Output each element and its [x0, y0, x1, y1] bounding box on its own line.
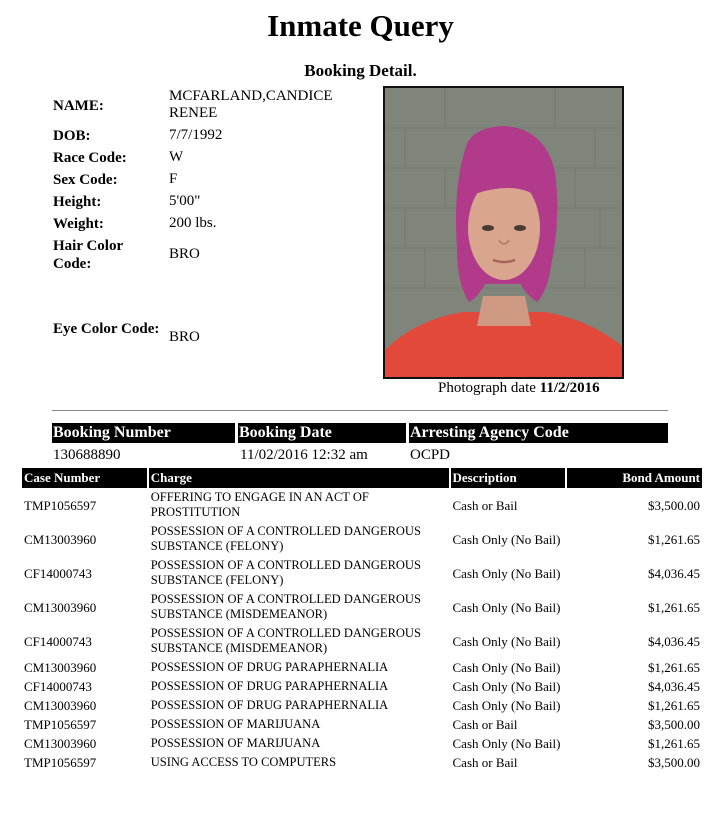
bond-amount: $1,261.65 [648, 736, 700, 751]
bond-amount: $4,036.45 [648, 679, 700, 694]
booking-date-value: 11/02/2016 12:32 am [240, 447, 368, 463]
charge: POSSESSION OF A CONTROLLED DANGEROUS SUBSTANCE (MISDEMEANOR) [150, 592, 421, 621]
description-header: Description [451, 468, 566, 488]
arresting-agency-header: Arresting Agency Code [409, 423, 668, 443]
table-row [22, 715, 702, 734]
bond-amount: $1,261.65 [648, 698, 700, 713]
detail-label: DOB: [53, 128, 91, 144]
charge: POSSESSION OF A CONTROLLED DANGEROUS SUBSTANCE (MISDEMEANOR) [150, 626, 421, 655]
case-number: CM13003960 [24, 599, 97, 615]
table-row [22, 658, 702, 677]
detail-value: 7/7/1992 [169, 127, 223, 143]
description: Cash Only (No Bail) [452, 565, 561, 581]
table-row [22, 488, 702, 522]
description: Cash or Bail [452, 755, 518, 770]
case-number: CF14000743 [24, 633, 92, 649]
charge: POSSESSION OF DRUG PARAPHERNALIA [150, 698, 389, 712]
detail-value: W [169, 149, 184, 165]
case-number: CF14000743 [24, 679, 92, 694]
charge: POSSESSION OF MARIJUANA [150, 717, 321, 731]
bond-amount: $3,500.00 [648, 755, 700, 770]
table-row [22, 753, 702, 772]
bond-amount-header: Bond Amount [567, 468, 702, 488]
charge: POSSESSION OF MARIJUANA [150, 736, 321, 750]
description: Cash Only (No Bail) [452, 633, 561, 649]
charge: POSSESSION OF A CONTROLLED DANGEROUS SUBSTANCE (FELONY) [150, 558, 421, 587]
case-number: TMP1056597 [24, 497, 97, 513]
bond-amount: $4,036.45 [648, 633, 700, 649]
detail-value: 200 lbs. [169, 215, 217, 231]
table-row [22, 677, 702, 696]
description: Cash Only (No Bail) [452, 698, 561, 713]
description: Cash Only (No Bail) [452, 736, 561, 751]
bond-amount: $1,261.65 [648, 531, 700, 547]
bond-amount: $4,036.45 [648, 565, 700, 581]
case-number: TMP1056597 [24, 755, 97, 770]
charge-header: Charge [149, 468, 449, 488]
inmate-photo [383, 86, 624, 379]
charge: POSSESSION OF DRUG PARAPHERNALIA [150, 660, 389, 674]
table-row [22, 734, 702, 753]
detail-value: F [169, 171, 178, 187]
description: Cash Only (No Bail) [452, 660, 561, 675]
bond-amount: $3,500.00 [648, 497, 700, 513]
case-number: CM13003960 [24, 531, 97, 547]
detail-label: Sex Code: [53, 172, 118, 188]
detail-value: MCFARLAND,CANDICE RENEE [169, 88, 333, 121]
detail-value: 5'00" [169, 193, 201, 209]
case-number: TMP1056597 [24, 717, 97, 732]
detail-label: Weight: [53, 216, 104, 232]
inmate-photo-image [385, 88, 622, 377]
arresting-agency-value: OCPD [410, 447, 451, 463]
detail-label: Height: [53, 194, 102, 210]
bond-amount: $3,500.00 [648, 717, 700, 732]
case-number: CF14000743 [24, 565, 92, 581]
booking-number-header: Booking Number [52, 423, 235, 443]
detail-label: NAME: [53, 98, 104, 114]
case-number: CM13003960 [24, 660, 97, 675]
photo-date: 11/2/2016 [539, 380, 600, 396]
bond-amount: $1,261.65 [648, 599, 700, 615]
booking-number-value: 130688890 [53, 447, 121, 463]
description: Cash Only (No Bail) [452, 679, 561, 694]
charge: POSSESSION OF A CONTROLLED DANGEROUS SUBSTANCE (FELONY) [150, 524, 421, 553]
charge: OFFERING TO ENGAGE IN AN ACT OF PROSTITUTION [150, 490, 369, 519]
case-number: CM13003960 [24, 736, 97, 751]
description: Cash Only (No Bail) [452, 531, 561, 547]
detail-value: BRO [169, 329, 200, 345]
case-number: CM13003960 [24, 698, 97, 713]
description: Cash Only (No Bail) [452, 599, 561, 615]
detail-label: Race Code: [53, 150, 127, 166]
charges-table [20, 468, 704, 772]
charge: POSSESSION OF DRUG PARAPHERNALIA [150, 679, 389, 693]
description: Cash or Bail [452, 717, 518, 732]
table-row [22, 590, 702, 624]
bond-amount: $1,261.65 [648, 660, 700, 675]
detail-label: Eye Color Code: [53, 321, 160, 337]
case-number-header: Case Number [22, 468, 147, 488]
detail-label: Hair Color Code: [53, 238, 123, 272]
section-divider [52, 410, 668, 411]
charge: USING ACCESS TO COMPUTERS [150, 755, 337, 769]
page-subtitle: Booking Detail. [304, 61, 417, 80]
table-row [22, 522, 702, 556]
description: Cash or Bail [452, 497, 518, 513]
charges-header-row [22, 468, 702, 488]
table-row [22, 624, 702, 658]
table-row [22, 556, 702, 590]
table-row [22, 696, 702, 715]
photo-caption-label: Photograph date [438, 380, 536, 396]
photo-caption [438, 380, 600, 397]
detail-value: BRO [169, 246, 200, 262]
page-title: Inmate Query [267, 8, 454, 43]
booking-date-header: Booking Date [238, 423, 406, 443]
